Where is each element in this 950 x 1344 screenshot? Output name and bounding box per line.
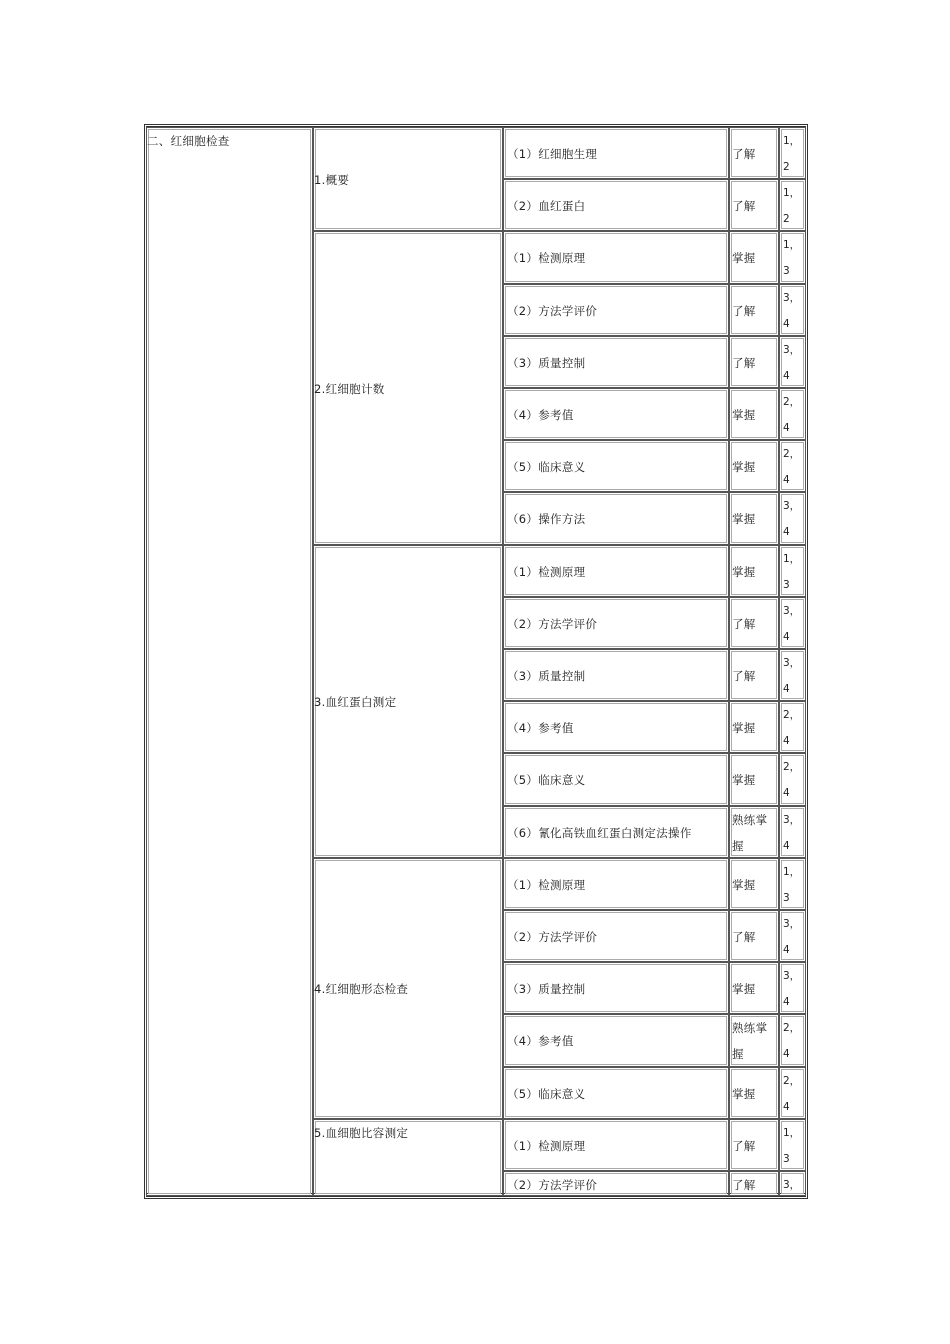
item-name: （1）检测原理 (507, 251, 586, 266)
topic-title: 3.血红蛋白测定 (314, 695, 397, 710)
level-cell (729, 597, 779, 649)
level-cell (729, 336, 779, 388)
level-cell (729, 440, 779, 492)
item-cell (503, 753, 729, 805)
code-cell (779, 753, 806, 805)
item-cell (503, 858, 729, 910)
unit-code: 3，4 (783, 343, 801, 382)
item-name: （1）检测原理 (507, 564, 586, 579)
item-cell (503, 440, 729, 492)
level-cell (729, 858, 779, 910)
item-cell (503, 492, 729, 544)
code-cell (779, 806, 806, 858)
code-cell (779, 284, 806, 336)
item-name: （4）参考值 (507, 721, 574, 736)
item-cell (503, 806, 729, 858)
level-cell (729, 388, 779, 440)
level-cell (729, 701, 779, 753)
item-cell (503, 1171, 729, 1196)
mastery-level: 掌握 (732, 564, 756, 579)
item-name: （6）操作方法 (507, 512, 586, 527)
mastery-level: 掌握 (732, 251, 756, 266)
mastery-level: 了解 (732, 616, 756, 631)
item-name: （2）血红蛋白 (507, 199, 586, 214)
unit-code: 3，4 (783, 291, 801, 330)
unit-code: 3，4 (783, 970, 801, 1009)
level-cell (729, 284, 779, 336)
item-cell (503, 1014, 729, 1066)
level-cell (729, 1014, 779, 1066)
mastery-level: 了解 (732, 147, 756, 162)
item-name: （1）检测原理 (507, 1138, 586, 1153)
item-name: （3）质量控制 (507, 982, 586, 997)
code-cell (779, 1171, 806, 1196)
item-cell (503, 701, 729, 753)
item-cell (503, 336, 729, 388)
unit-code: 1，2 (783, 135, 801, 173)
topic-cell (313, 231, 503, 544)
mastery-level: 了解 (732, 930, 756, 945)
unit-code: 3，4 (783, 918, 801, 956)
unit-code: 2，4 (783, 1022, 801, 1061)
unit-code: 3， (783, 1179, 801, 1191)
code-cell (779, 127, 806, 179)
level-cell (729, 1119, 779, 1171)
topic-title: 4.红细胞形态检查 (314, 982, 409, 997)
item-cell (503, 910, 729, 962)
item-name: （5）临床意义 (507, 773, 586, 788)
mastery-level: 熟练掌握 (732, 812, 768, 853)
code-cell (779, 962, 806, 1014)
unit-code: 1，3 (783, 239, 801, 278)
code-cell (779, 910, 806, 962)
mastery-level: 掌握 (732, 982, 756, 997)
mastery-level: 掌握 (732, 773, 756, 788)
unit-code: 2，4 (783, 1074, 801, 1113)
item-name: （4）参考值 (507, 408, 574, 423)
item-name: （6）氰化高铁血红蛋白测定法操作 (507, 825, 692, 840)
code-cell (779, 597, 806, 649)
mastery-level: 掌握 (732, 1086, 756, 1101)
mastery-level: 了解 (732, 669, 756, 684)
mastery-level: 熟练掌握 (732, 1021, 768, 1062)
item-name: （1）检测原理 (507, 877, 586, 892)
code-cell (779, 701, 806, 753)
mastery-level: 掌握 (732, 721, 756, 736)
code-cell (779, 1067, 806, 1119)
code-cell (779, 336, 806, 388)
topic-cell (313, 858, 503, 1119)
mastery-level: 了解 (732, 1178, 756, 1192)
mastery-level: 掌握 (732, 408, 756, 423)
item-name: （2）方法学评价 (507, 930, 598, 945)
topic-title: 1.概要 (314, 173, 350, 188)
item-name: （3）质量控制 (507, 355, 586, 370)
mastery-level: 了解 (732, 303, 756, 318)
item-cell (503, 649, 729, 701)
level-cell (729, 127, 779, 179)
item-name: （2）方法学评价 (507, 1178, 598, 1192)
unit-code: 2，4 (783, 761, 801, 800)
item-cell (503, 545, 729, 597)
section-title: 二、红细胞检查 (147, 134, 230, 148)
item-name: （3）质量控制 (507, 669, 586, 684)
level-cell (729, 962, 779, 1014)
item-cell (503, 962, 729, 1014)
item-name: （2）方法学评价 (507, 303, 598, 318)
unit-code: 1，3 (783, 865, 801, 904)
topic-cell (313, 1119, 503, 1196)
item-cell (503, 231, 729, 283)
level-cell (729, 179, 779, 231)
mastery-level: 掌握 (732, 460, 756, 475)
level-cell (729, 910, 779, 962)
item-name: （5）临床意义 (507, 460, 586, 475)
level-cell (729, 545, 779, 597)
topic-title: 5.血细胞比容测定 (314, 1125, 409, 1140)
level-cell (729, 649, 779, 701)
mastery-level: 了解 (732, 355, 756, 370)
unit-code: 2，4 (783, 396, 801, 434)
item-cell (503, 1067, 729, 1119)
item-name: （5）临床意义 (507, 1086, 586, 1101)
topic-cell (313, 127, 503, 231)
unit-code: 3，4 (783, 657, 801, 695)
unit-code: 1，2 (783, 187, 801, 226)
topic-cell (313, 545, 503, 858)
code-cell (779, 388, 806, 440)
mastery-level: 掌握 (732, 512, 756, 527)
mastery-level: 了解 (732, 1138, 756, 1153)
code-cell (779, 492, 806, 544)
item-name: （4）参考值 (507, 1034, 574, 1049)
code-cell (779, 545, 806, 597)
unit-code: 2，4 (783, 709, 801, 748)
level-cell (729, 806, 779, 858)
unit-code: 3，4 (783, 813, 801, 852)
item-cell (503, 597, 729, 649)
item-name: （1）红细胞生理 (507, 147, 598, 162)
unit-code: 3，4 (783, 604, 801, 643)
unit-code: 1，3 (783, 1126, 801, 1165)
level-cell (729, 492, 779, 544)
unit-code: 1，3 (783, 552, 801, 591)
item-cell (503, 1119, 729, 1171)
mastery-level: 掌握 (732, 877, 756, 892)
item-cell (503, 388, 729, 440)
item-name: （2）方法学评价 (507, 616, 598, 631)
code-cell (779, 649, 806, 701)
item-cell (503, 127, 729, 179)
item-cell (503, 179, 729, 231)
topic-title: 2.红细胞计数 (314, 381, 385, 396)
level-cell (729, 1067, 779, 1119)
unit-code: 3，4 (783, 500, 801, 539)
level-cell (729, 1171, 779, 1196)
level-cell (729, 231, 779, 283)
level-cell (729, 753, 779, 805)
code-cell (779, 440, 806, 492)
item-cell (503, 284, 729, 336)
mastery-level: 了解 (732, 199, 756, 214)
code-cell (779, 231, 806, 283)
section-title-cell (146, 127, 313, 1196)
unit-code: 2，4 (783, 448, 801, 487)
code-cell (779, 858, 806, 910)
code-cell (779, 1014, 806, 1066)
code-cell (779, 179, 806, 231)
code-cell (779, 1119, 806, 1171)
